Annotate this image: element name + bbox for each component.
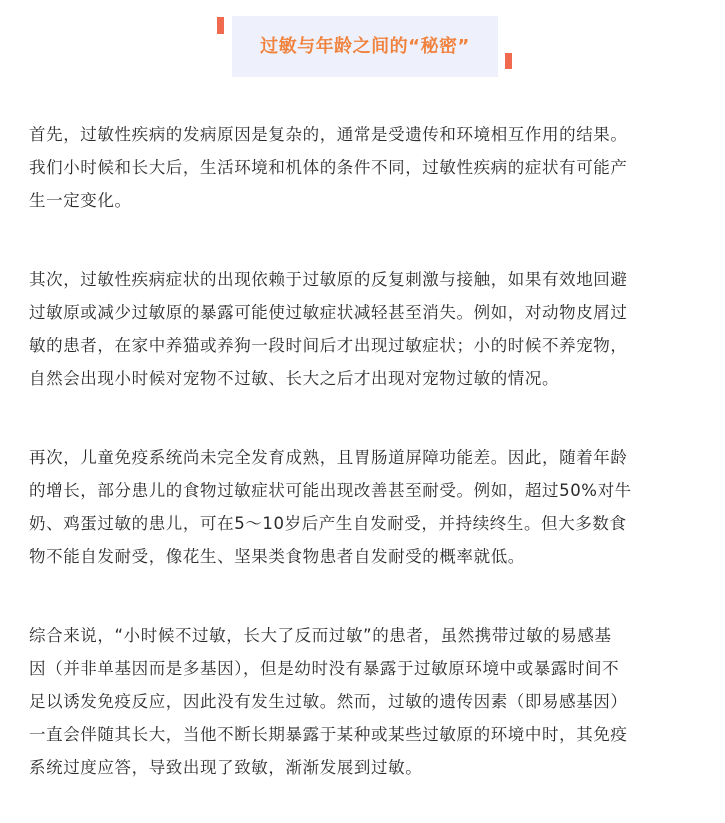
paragraph-1 [29, 118, 699, 217]
title-accent-bar-bottom [505, 53, 512, 69]
paragraph-line: 敏的患者，在家中养猫或养狗一段时间后才出现过敏症状；小的时候不养宠物， [29, 336, 628, 355]
paragraph-4 [29, 619, 699, 784]
paragraph-2 [29, 263, 699, 395]
paragraph-line: 首先，过敏性疾病的发病原因是复杂的，通常是受遗传和环境相互作用的结果。 [29, 125, 628, 144]
paragraph-line: 奶、鸡蛋过敏的患儿，可在5～10岁后产生自发耐受，并持续终生。但大多数食 [29, 514, 627, 533]
paragraph-3 [29, 441, 699, 573]
title-accent-bar-top [217, 17, 224, 34]
paragraph-line: 物不能自发耐受，像花生、坚果类食物患者自发耐受的概率就低。 [29, 547, 525, 566]
paragraph-line: 生一定变化。 [29, 191, 132, 210]
article-body [29, 118, 699, 784]
paragraph-line: 自然会出现小时候对宠物不过敏、长大之后才出现对宠物过敏的情况。 [29, 369, 560, 388]
paragraph-line: 足以诱发免疫反应，因此没有发生过敏。然而，过敏的遗传因素（即易感基因） [29, 692, 628, 711]
paragraph-line: 综合来说，“小时候不过敏，长大了反而过敏”的患者，虽然携带过敏的易感基 [29, 626, 612, 645]
paragraph-line: 我们小时候和长大后，生活环境和机体的条件不同，过敏性疾病的症状有可能产 [29, 158, 628, 177]
section-title: 过敏与年龄之间的“秘密” [260, 36, 470, 57]
paragraph-line: 其次，过敏性疾病症状的出现依赖于过敏原的反复刺激与接触，如果有效地回避 [29, 270, 628, 289]
paragraph-line: 因（并非单基因而是多基因），但是幼时没有暴露于过敏原环境中或暴露时间不 [29, 659, 620, 678]
paragraph-line: 过敏原或减少过敏原的暴露可能使过敏症状减轻甚至消失。例如，对动物皮屑过 [29, 303, 628, 322]
paragraph-line: 系统过度应答，导致出现了致敏，渐渐发展到过敏。 [29, 758, 423, 777]
section-title-box [232, 16, 498, 77]
paragraph-line: 再次，儿童免疫系统尚未完全发育成熟，且胃肠道屏障功能差。因此，随着年龄 [29, 448, 628, 467]
paragraph-line: 一直会伴随其长大，当他不断长期暴露于某种或某些过敏原的环境中时，其免疫 [29, 725, 628, 744]
paragraph-line: 的增长，部分患儿的食物过敏症状可能出现改善甚至耐受。例如，超过50%对牛 [29, 481, 632, 500]
